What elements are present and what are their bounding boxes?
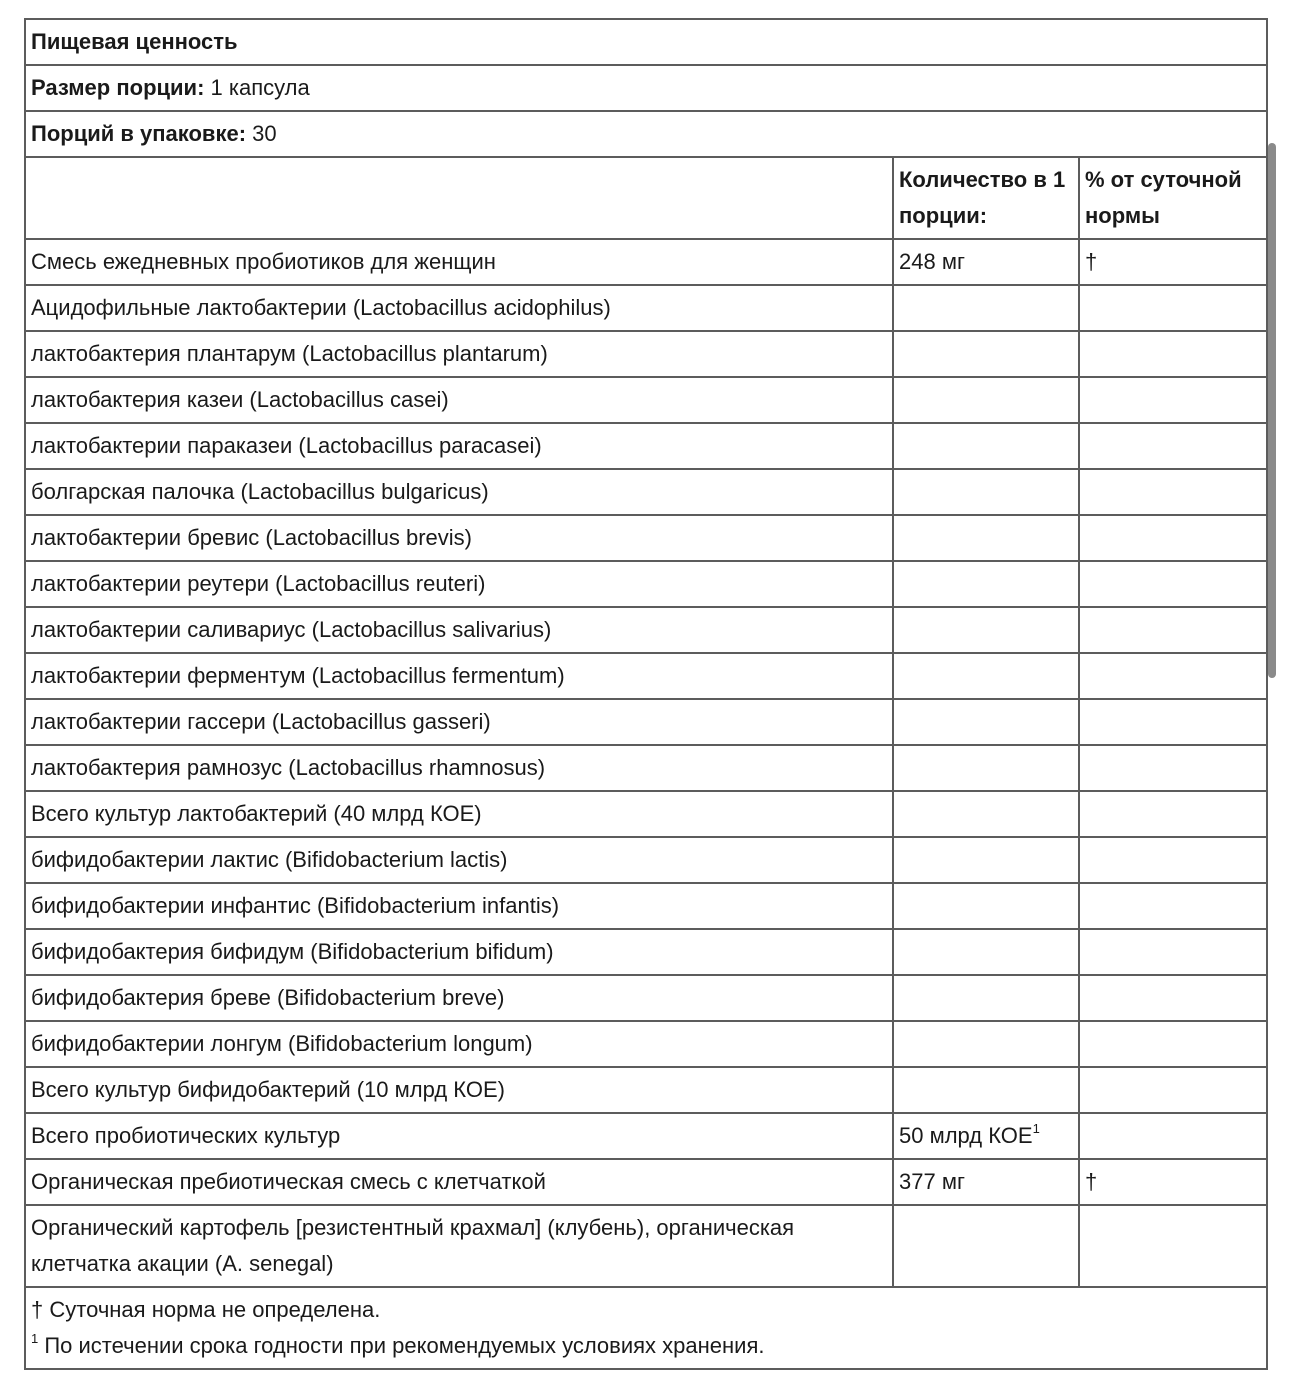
table-row bbox=[25, 883, 1267, 929]
table-row bbox=[25, 423, 1267, 469]
title-row bbox=[25, 19, 1267, 65]
facts-title: Пищевая ценность bbox=[25, 19, 1267, 65]
table-row bbox=[25, 515, 1267, 561]
ingredient-amount bbox=[893, 837, 1079, 883]
table-row bbox=[25, 331, 1267, 377]
table-row bbox=[25, 929, 1267, 975]
column-header-row bbox=[25, 157, 1267, 239]
footnote-1 bbox=[31, 1328, 1261, 1364]
ingredient-name: бифидобактерии инфантис (Bifidobacterium infantis) bbox=[25, 883, 893, 929]
table-row bbox=[25, 239, 1267, 285]
ingredient-daily-value bbox=[1079, 607, 1267, 653]
ingredient-name: лактобактерии саливариус (Lactobacillus salivarius) bbox=[25, 607, 893, 653]
ingredient-daily-value bbox=[1079, 469, 1267, 515]
supplement-facts-table bbox=[24, 18, 1268, 1370]
ingredient-name: лактобактерии реутери (Lactobacillus reuteri) bbox=[25, 561, 893, 607]
table-row bbox=[25, 285, 1267, 331]
column-header-daily-value: % от суточной нормы bbox=[1079, 157, 1267, 239]
footnotes bbox=[25, 1287, 1267, 1369]
ingredient-daily-value bbox=[1079, 791, 1267, 837]
column-header-blank bbox=[25, 157, 893, 239]
table-row bbox=[25, 975, 1267, 1021]
table-row bbox=[25, 1021, 1267, 1067]
footnote-dagger: † Суточная норма не определена. bbox=[31, 1297, 381, 1322]
table-row bbox=[25, 745, 1267, 791]
ingredient-amount bbox=[893, 377, 1079, 423]
ingredient-name: лактобактерии ферментум (Lactobacillus fermentum) bbox=[25, 653, 893, 699]
ingredient-amount bbox=[893, 791, 1079, 837]
ingredient-name: Ацидофильные лактобактерии (Lactobacillus acidophilus) bbox=[25, 285, 893, 331]
serving-size-value: 1 капсула bbox=[204, 75, 310, 100]
ingredient-name: бифидобактерии лонгум (Bifidobacterium longum) bbox=[25, 1021, 893, 1067]
table-row bbox=[25, 561, 1267, 607]
serving-size bbox=[25, 65, 1267, 111]
ingredient-amount bbox=[893, 1205, 1079, 1287]
ingredient-name: Органический картофель [резистентный крахмал] (клубень), органическая клетчатка акации (A. senegal) bbox=[25, 1205, 893, 1287]
table-row bbox=[25, 1205, 1267, 1287]
ingredient-daily-value bbox=[1079, 745, 1267, 791]
ingredient-daily-value bbox=[1079, 837, 1267, 883]
ingredient-amount bbox=[893, 1159, 1079, 1205]
ingredient-name: лактобактерия плантарум (Lactobacillus plantarum) bbox=[25, 331, 893, 377]
ingredient-name: болгарская палочка (Lactobacillus bulgaricus) bbox=[25, 469, 893, 515]
ingredient-amount bbox=[893, 975, 1079, 1021]
ingredient-daily-value bbox=[1079, 699, 1267, 745]
ingredient-amount bbox=[893, 929, 1079, 975]
ingredient-name: лактобактерии параказеи (Lactobacillus paracasei) bbox=[25, 423, 893, 469]
ingredient-amount bbox=[893, 745, 1079, 791]
ingredient-amount bbox=[893, 1067, 1079, 1113]
ingredient-name: Смесь ежедневных пробиотиков для женщин bbox=[25, 239, 893, 285]
ingredient-name: Всего пробиотических культур bbox=[25, 1113, 893, 1159]
footnote-1-marker: 1 bbox=[31, 1330, 39, 1346]
servings-per-container-row bbox=[25, 111, 1267, 157]
ingredient-daily-value bbox=[1079, 331, 1267, 377]
ingredient-amount bbox=[893, 331, 1079, 377]
table-row bbox=[25, 1067, 1267, 1113]
ingredient-amount bbox=[893, 423, 1079, 469]
ingredient-name: лактобактерии гассери (Lactobacillus gasseri) bbox=[25, 699, 893, 745]
ingredient-amount bbox=[893, 285, 1079, 331]
table-row bbox=[25, 791, 1267, 837]
ingredient-daily-value bbox=[1079, 929, 1267, 975]
table-row bbox=[25, 377, 1267, 423]
ingredient-daily-value bbox=[1079, 1021, 1267, 1067]
table-row bbox=[25, 1113, 1267, 1159]
ingredient-name: бифидобактерии лактис (Bifidobacterium lactis) bbox=[25, 837, 893, 883]
amount-footnote-marker: 1 bbox=[1032, 1120, 1040, 1136]
amount-value: 377 мг bbox=[899, 1169, 965, 1194]
table-row bbox=[25, 1159, 1267, 1205]
ingredient-daily-value bbox=[1079, 653, 1267, 699]
ingredient-name: Органическая пребиотическая смесь с клетчаткой bbox=[25, 1159, 893, 1205]
table-row bbox=[25, 837, 1267, 883]
ingredient-name: Всего культур бифидобактерий (10 млрд КОЕ) bbox=[25, 1067, 893, 1113]
servings-label: Порций в упаковке: bbox=[31, 121, 247, 146]
footnote-1-text: По истечении срока годности при рекомендуемых условиях хранения. bbox=[38, 1333, 765, 1358]
ingredient-name: Всего культур лактобактерий (40 млрд КОЕ) bbox=[25, 791, 893, 837]
ingredient-daily-value bbox=[1079, 377, 1267, 423]
table-row bbox=[25, 699, 1267, 745]
ingredient-name: бифидобактерия бреве (Bifidobacterium breve) bbox=[25, 975, 893, 1021]
servings-value: 30 bbox=[246, 121, 277, 146]
ingredient-daily-value bbox=[1079, 975, 1267, 1021]
table-row bbox=[25, 469, 1267, 515]
supplement-facts bbox=[24, 18, 1266, 1370]
ingredient-amount bbox=[893, 699, 1079, 745]
amount-value: 248 мг bbox=[899, 249, 965, 274]
ingredient-daily-value bbox=[1079, 561, 1267, 607]
ingredient-name: лактобактерия казеи (Lactobacillus casei) bbox=[25, 377, 893, 423]
footnotes-row bbox=[25, 1287, 1267, 1369]
ingredient-daily-value: † bbox=[1079, 1159, 1267, 1205]
ingredient-amount bbox=[893, 239, 1079, 285]
ingredient-name: лактобактерия рамнозус (Lactobacillus rhamnosus) bbox=[25, 745, 893, 791]
table-row bbox=[25, 653, 1267, 699]
ingredient-amount bbox=[893, 1113, 1079, 1159]
ingredient-daily-value bbox=[1079, 423, 1267, 469]
vertical-scrollbar[interactable] bbox=[1268, 143, 1276, 678]
ingredient-daily-value bbox=[1079, 515, 1267, 561]
ingredient-amount bbox=[893, 1021, 1079, 1067]
ingredient-daily-value: † bbox=[1079, 239, 1267, 285]
ingredient-amount bbox=[893, 515, 1079, 561]
ingredient-daily-value bbox=[1079, 285, 1267, 331]
amount-value: 50 млрд КОЕ bbox=[899, 1123, 1033, 1148]
ingredient-daily-value bbox=[1079, 1113, 1267, 1159]
column-header-amount: Количество в 1 порции: bbox=[893, 157, 1079, 239]
ingredient-name: бифидобактерия бифидум (Bifidobacterium bifidum) bbox=[25, 929, 893, 975]
ingredient-amount bbox=[893, 883, 1079, 929]
ingredient-daily-value bbox=[1079, 883, 1267, 929]
servings-per-container bbox=[25, 111, 1267, 157]
table-row bbox=[25, 607, 1267, 653]
ingredient-amount bbox=[893, 469, 1079, 515]
ingredient-amount bbox=[893, 561, 1079, 607]
serving-size-row bbox=[25, 65, 1267, 111]
ingredient-amount bbox=[893, 607, 1079, 653]
serving-size-label: Размер порции: bbox=[31, 75, 205, 100]
ingredient-name: лактобактерии бревис (Lactobacillus brevis) bbox=[25, 515, 893, 561]
ingredient-daily-value bbox=[1079, 1205, 1267, 1287]
ingredient-daily-value bbox=[1079, 1067, 1267, 1113]
ingredient-amount bbox=[893, 653, 1079, 699]
